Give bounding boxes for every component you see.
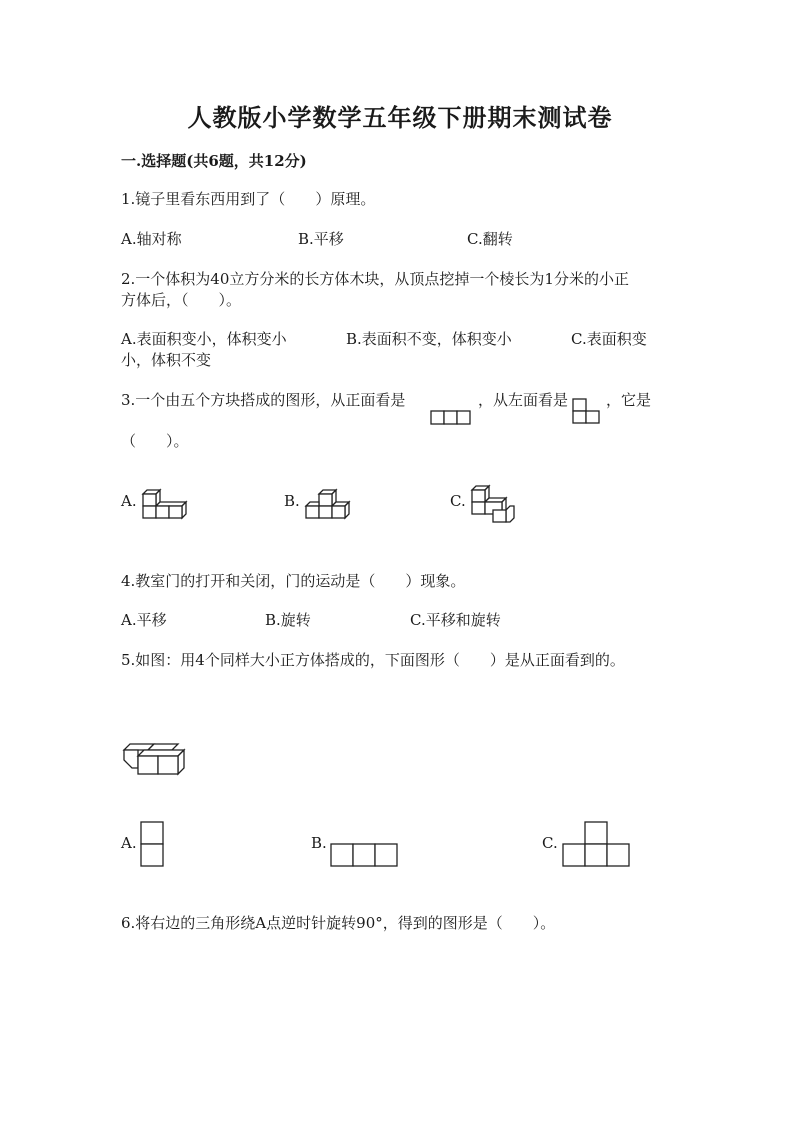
section-heading: 一.选择题(共6题，共12分) bbox=[121, 152, 307, 170]
option-c-view-figure bbox=[562, 821, 632, 869]
question-4-option-a: A.平移 bbox=[121, 611, 167, 629]
question-3-text-part1: 3.一个由五个方块搭成的图形，从正面看是 bbox=[121, 391, 406, 409]
question-4-text: 4.教室门的打开和关闭，门的运动是（ ）现象。 bbox=[121, 572, 466, 590]
question-4-option-c: C.平移和旋转 bbox=[410, 611, 501, 629]
front-view-figure bbox=[430, 398, 472, 426]
question-3-text-part2: ，从左面看是 bbox=[478, 391, 569, 409]
question-3-option-c: C. bbox=[450, 492, 466, 510]
option-a-view-figure bbox=[140, 821, 166, 869]
question-2-text-line1: 2.一个体积为40立方分米的长方体木块，从顶点挖掉一个棱长为1分米的小正 bbox=[121, 270, 629, 288]
question-4-option-b: B.旋转 bbox=[265, 611, 311, 629]
question-1-option-a: A.轴对称 bbox=[121, 230, 182, 248]
question-3-option-a: A. bbox=[121, 492, 137, 510]
question-5-option-b: B. bbox=[311, 834, 327, 852]
question-5-text: 5.如图：用4个同样大小正方体搭成的，下面图形（ ）是从正面看到的。 bbox=[121, 651, 625, 669]
question-1-text: 1.镜子里看东西用到了（ ）原理。 bbox=[121, 190, 376, 208]
question-1-option-b: B.平移 bbox=[298, 230, 344, 248]
question-5-option-c: C. bbox=[542, 834, 558, 852]
question-5-option-a: A. bbox=[121, 834, 137, 852]
question-2-text-line2: 方体后，（ ）。 bbox=[121, 291, 242, 309]
question-2-option-b: B.表面积不变，体积变小 bbox=[346, 330, 512, 348]
option-b-cube-figure bbox=[302, 488, 352, 528]
option-c-cube-figure bbox=[468, 484, 520, 528]
question-1-option-c: C.翻转 bbox=[467, 230, 513, 248]
question-3-text-line2: （ ）。 bbox=[121, 432, 189, 450]
question-3-option-b: B. bbox=[284, 492, 300, 510]
question-6-text: 6.将右边的三角形绕A点逆时针旋转90°，得到的图形是（ ）。 bbox=[121, 914, 556, 932]
question-2-option-a: A.表面积变小，体积变小 bbox=[121, 330, 287, 348]
page-title: 人教版小学数学五年级下册期末测试卷 bbox=[187, 103, 613, 132]
question-2-option-c: C.表面积变 bbox=[571, 330, 647, 348]
option-b-view-figure bbox=[330, 843, 400, 869]
question-5-cube-figure bbox=[122, 742, 186, 778]
question-3-text-part3: ，它是 bbox=[606, 391, 652, 409]
question-2-option-c-continued: 小，体积不变 bbox=[121, 351, 212, 369]
option-a-cube-figure bbox=[139, 488, 189, 528]
left-view-figure bbox=[572, 398, 602, 426]
